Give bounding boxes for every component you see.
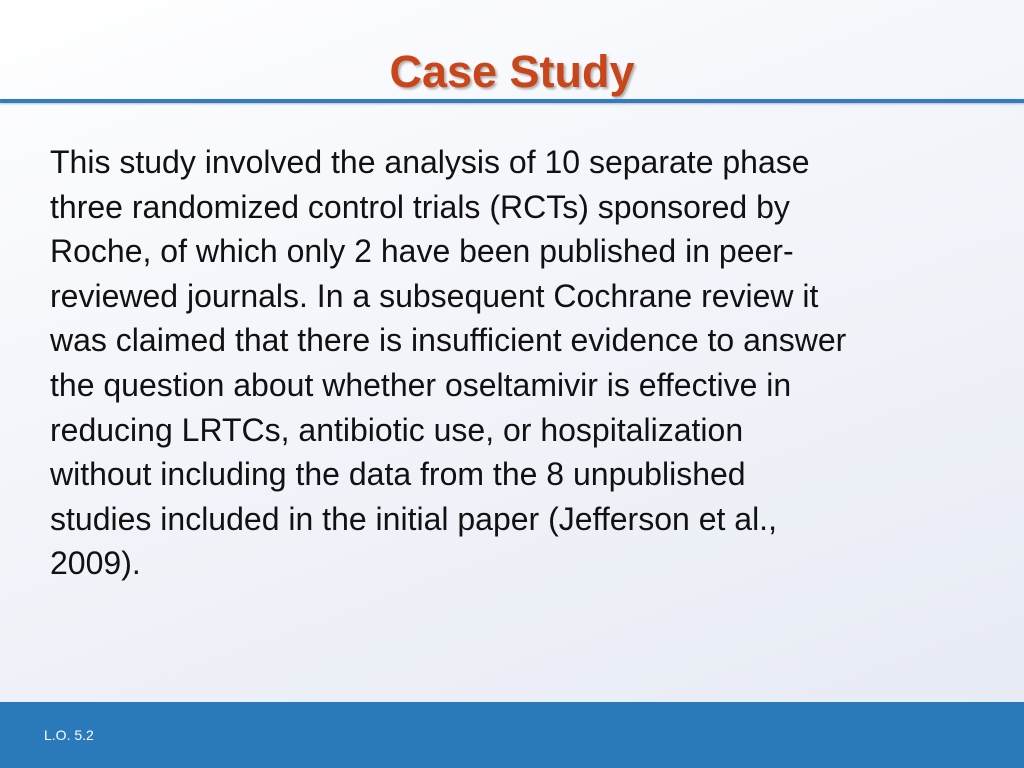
body-line: reducing LRTCs, antibiotic use, or hospitalization (50, 411, 744, 448)
body-line: This study involved the analysis of 10 separate phase (50, 144, 810, 180)
body-line: was claimed that there is insufficient evidence to answer (50, 322, 847, 359)
body-line: studies included in the initial paper (Jefferson et al., (50, 500, 777, 537)
body-line: without including the data from the 8 unpublished (50, 456, 746, 493)
slide-title: Case Study (389, 46, 635, 97)
footer-bar (0, 702, 1024, 768)
learning-objective-label: L.O. 5.2 (44, 727, 94, 743)
body-line: the question about whether oseltamivir is effective in (50, 366, 792, 403)
body-line: Roche, of which only 2 have been published in peer- (50, 233, 794, 270)
body-line: three randomized control trials (RCTs) sponsored by (50, 188, 790, 225)
slide-body (50, 140, 990, 586)
body-line: 2009). (50, 545, 141, 582)
title-divider (0, 99, 1024, 103)
body-line: reviewed journals. In a subsequent Cochrane review it (50, 277, 819, 314)
